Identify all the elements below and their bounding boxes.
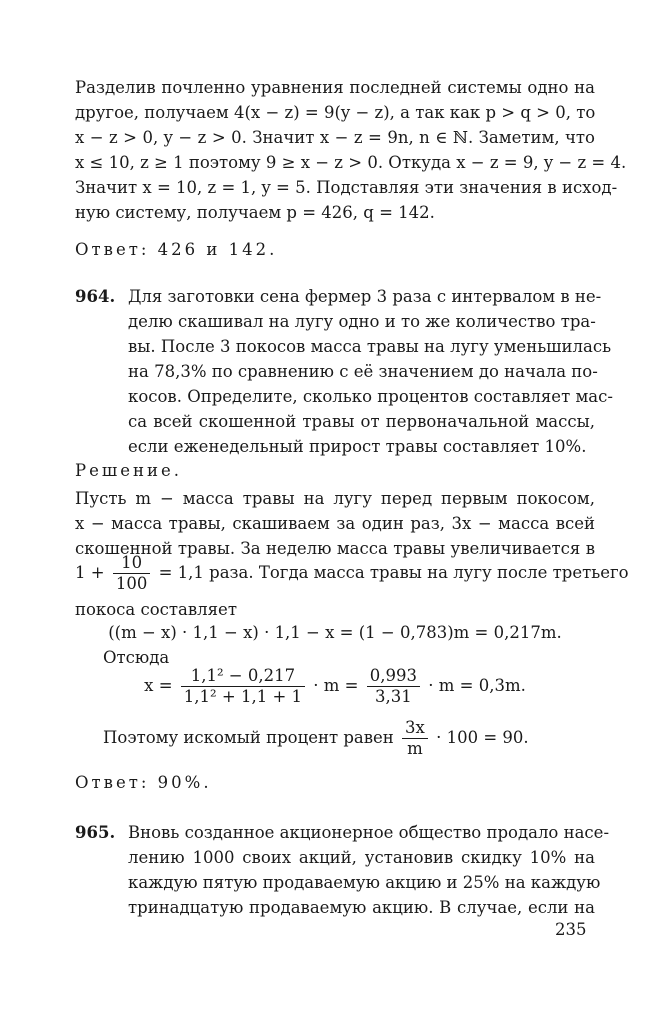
problem-965-line-4: тринадцатую продаваемую акцию. В случае, если на [128,898,595,917]
answer-1: Ответ: 426 и 142. [75,240,278,259]
problem-964-line-3: вы. После 3 покосов масса травы на лугу уменьшилась [128,337,612,356]
percent-prefix: Поэтому искомый процент равен [103,728,394,747]
hence-label: Отсюда [103,648,170,667]
fraction-suffix: = 1,1 раза. Тогда масса травы на лугу после третьего [158,563,629,582]
problem-964-line-7: если еженедельный прирост травы составляет 10%. [128,437,587,456]
equation-1: ((m − x) · 1,1 − x) · 1,1 − x = (1 − 0,783)m = 0,217m. [108,623,562,642]
solution-line-5: покоса составляет [75,600,237,619]
intro-line-3: x − z > 0, y − z > 0. Значит x − z = 9n, n ∈ ℕ. Заметим, что [75,128,595,147]
problem-964-line-6: са всей скошенной травы от первоначальной массы, [128,412,595,431]
solution-line-2: x − масса травы, скашиваем за один раз, 3x − масса всей [75,514,595,533]
eq2-mid: · m = [313,676,359,695]
fraction-denominator: 100 [115,574,148,593]
problem-964-line-5: косов. Определите, сколько процентов составляет мас- [128,387,613,406]
intro-line-6: ную систему, получаем p = 426, q = 142. [75,203,435,222]
percent-denominator: m [407,739,423,758]
problem-964-line-4: на 78,3% по сравнению с её значением до начала по- [128,362,598,381]
eq2-f1-numerator: 1,1² − 0,217 [181,666,305,687]
eq2-fraction-2 [367,666,420,707]
problem-965-line-3: каждую пятую продаваемую акцию и 25% на каждую [128,873,601,892]
fraction-prefix: 1 + [75,563,105,582]
intro-line-1: Разделив почленно уравнения последней системы одно на [75,78,595,97]
fraction-10-over-100 [113,553,151,594]
intro-line-5: Значит x = 10, z = 1, y = 5. Подставляя эти значения в исход- [75,178,618,197]
problem-964-number: 964. [75,287,116,306]
intro-line-2: другое, получаем 4(x − z) = 9(y − z), а так как p > q > 0, то [75,103,596,122]
solution-line-3: скошенной травы. За неделю масса травы увеличивается в [75,539,595,558]
percent-line [103,718,529,759]
percent-suffix: · 100 = 90. [436,728,529,747]
solution-heading: Решение. [75,461,182,480]
solution-line-4 [75,553,629,594]
equation-2 [75,666,595,707]
eq2-f1-denominator: 1,1² + 1,1 + 1 [183,687,303,706]
problem-965-line-2: лению 1000 своих акций, установив скидку 10% на [128,848,595,867]
problem-964-line-2: делю скашивал на лугу одно и то же количество тра- [128,312,596,331]
intro-line-4: x ≤ 10, z ≥ 1 поэтому 9 ≥ x − z > 0. Откуда x − z = 9, y − z = 4. [75,153,627,172]
percent-numerator: 3x [402,718,428,739]
percent-fraction [402,718,428,759]
eq2-f2-denominator: 3,31 [375,687,412,706]
eq2-fraction-1 [181,666,305,707]
page-number: 235 [555,920,587,939]
fraction-numerator: 10 [113,553,151,574]
eq2-lhs: x = [144,676,173,695]
answer-2: Ответ: 90%. [75,773,212,792]
problem-964-line-1: Для заготовки сена фермер 3 раза с интервалом в не- [128,287,602,306]
problem-965-line-1: Вновь созданное акционерное общество продало насе- [128,823,610,842]
solution-line-1: Пусть m − масса травы на лугу перед первым покосом, [75,489,595,508]
eq2-f2-numerator: 0,993 [367,666,420,687]
problem-965-number: 965. [75,823,116,842]
eq2-end: · m = 0,3m. [428,676,526,695]
